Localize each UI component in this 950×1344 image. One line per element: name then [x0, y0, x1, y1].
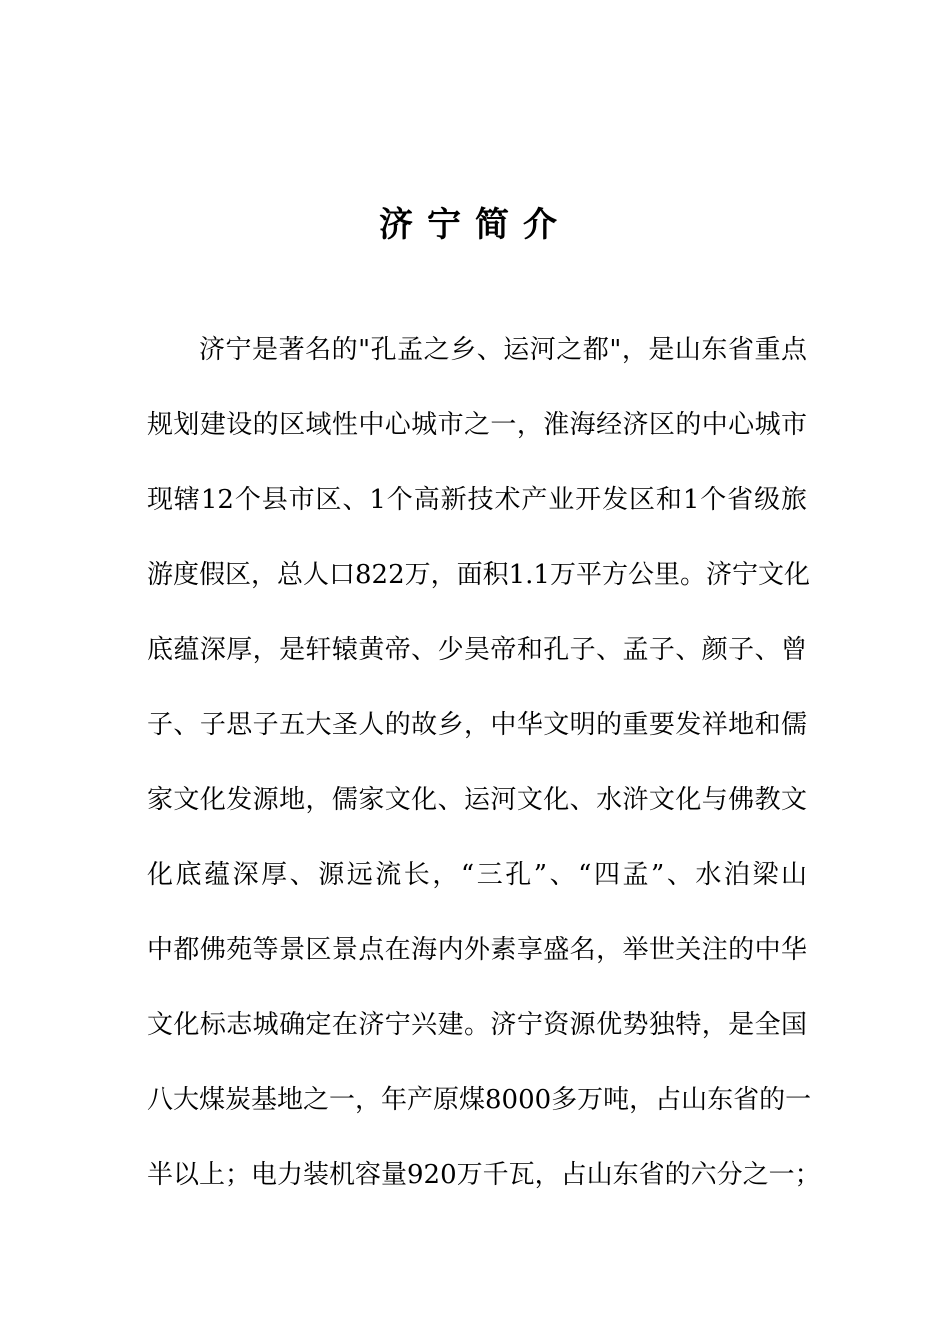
body-line: 化底蕴深厚、源远流长，“三孔”、“四孟”、水泊梁山: [147, 860, 807, 890]
body-line: 规划建设的区域性中心城市之一，淮海经济区的中心城市: [147, 410, 807, 440]
body-line: 济宁是著名的"孔孟之乡、运河之都"，是山东省重点: [199, 335, 807, 365]
body-line: 底蕴深厚，是轩辕黄帝、少昊帝和孔子、孟子、颜子、曾: [147, 635, 807, 665]
document-title: 济宁简介: [379, 205, 571, 245]
body-line: 游度假区，总人口822万，面积1.1万平方公里。济宁文化: [147, 560, 810, 590]
document-body: [147, 313, 821, 1213]
body-line: 文化标志城确定在济宁兴建。济宁资源优势独特，是全国: [147, 1010, 807, 1040]
body-line: 中都佛苑等景区景点在海内外素享盛名，举世关注的中华: [147, 935, 807, 965]
body-line: 八大煤炭基地之一，年产原煤8000多万吨，占山东省的一: [147, 1085, 812, 1115]
body-line: 半以上；电力装机容量920万千瓦，占山东省的六分之一；: [147, 1160, 821, 1190]
body-line: 现辖12个县市区、1个高新技术产业开发区和1个省级旅: [147, 485, 807, 515]
body-line: 子、子思子五大圣人的故乡，中华文明的重要发祥地和儒: [147, 710, 807, 740]
body-line: 家文化发源地，儒家文化、运河文化、水浒文化与佛教文: [147, 785, 807, 815]
